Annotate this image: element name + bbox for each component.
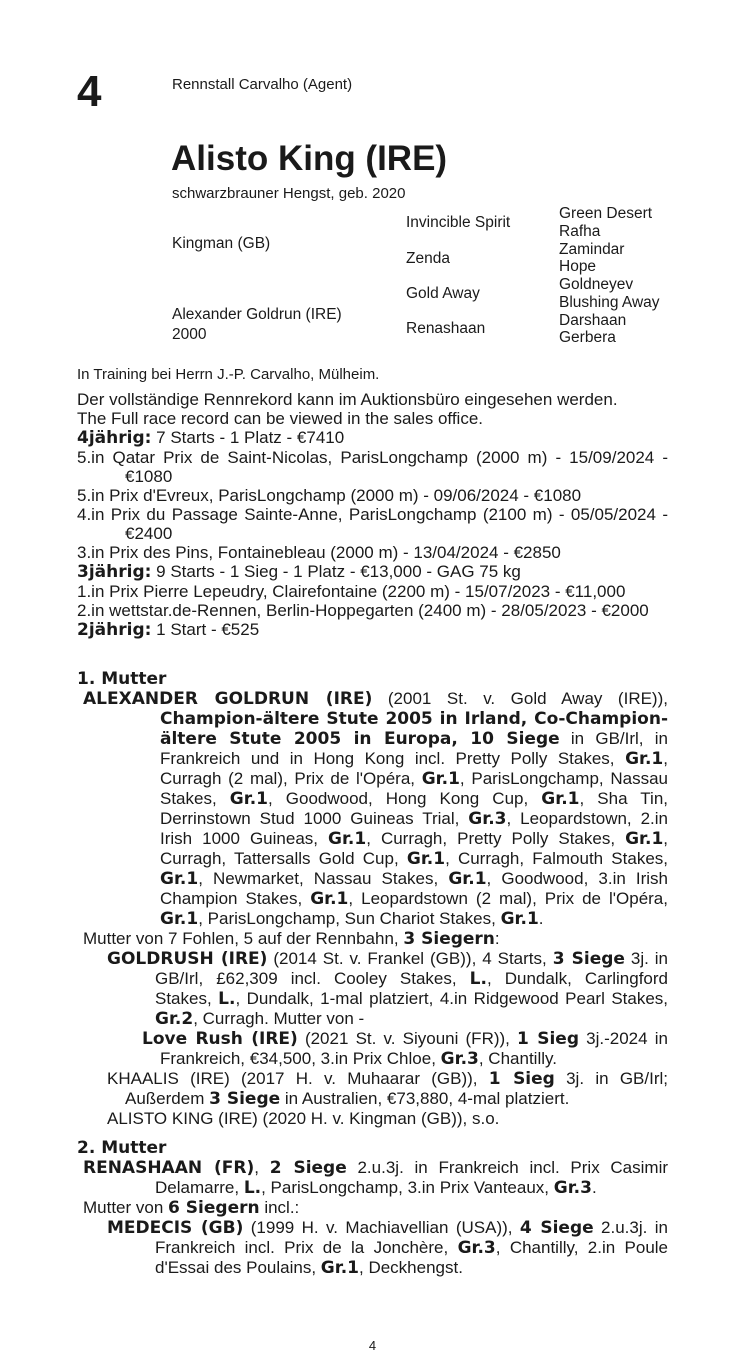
- age2-summary: 2jährig: 1 Start - €525: [77, 620, 260, 640]
- second-dam-paragraph: RENASHAAN (FR), 2 Siege 2.u.3j. in Frankreich incl. Prix Casimir Delamarre, L., ParisLongchamp, 3.in Prix Vanteaux, Gr.3.: [83, 1158, 669, 1198]
- race-line: 2.in wettstar.de-Rennen, Berlin-Hoppegarten (2400 m) - 28/05/2023 - €2000: [77, 601, 649, 620]
- page-number: 4: [368, 1338, 377, 1353]
- pedigree-sire: Kingman (GB): [172, 235, 271, 252]
- consignor: Rennstall Carvalho (Agent): [172, 76, 353, 93]
- offspring-khaalis: KHAALIS (IRE) (2017 H. v. Muhaarar (GB)), 1 Sieg 3j. in GB/Irl; Außerdem 3 Siege in Australien, €73,880, 4-mal platziert.: [107, 1069, 668, 1109]
- pedigree-sire-sire: Invincible Spirit: [406, 214, 511, 231]
- race-line: 4.in Prix du Passage Sainte-Anne, ParisLongchamp (2100 m) - 05/05/2024 - €2400: [77, 505, 668, 543]
- offspring-goldrush: GOLDRUSH (IRE) (2014 St. v. Frankel (GB)), 4 Starts, 3 Siege 3j. in GB/Irl, £62,309 incl. Cooley Stakes, L., Dundalk, Carlingford Stakes, L., Dundalk, 1-mal platziert, 4.in Ridgewood Pearl Stakes, Gr.2, Curragh. Mutter von -: [107, 949, 669, 1029]
- pedigree-g1: Green Desert: [559, 205, 653, 222]
- record-note-en: The Full race record can be viewed in the sales office.: [77, 409, 484, 428]
- second-dam-produce: Mutter von 6 Siegern incl.:: [83, 1198, 300, 1218]
- pedigree-g7: Darshaan: [559, 312, 627, 329]
- pedigree-dam-year: 2000: [172, 326, 207, 343]
- pedigree-g6: Blushing Away: [559, 294, 660, 311]
- first-dam-heading: 1. Mutter: [77, 669, 167, 689]
- horse-description: schwarzbrauner Hengst, geb. 2020: [172, 185, 406, 202]
- pedigree-g2: Rafha: [559, 223, 601, 240]
- second-dam-heading: 2. Mutter: [77, 1138, 167, 1158]
- pedigree-g3: Zamindar: [559, 241, 625, 258]
- second-dam-section: [77, 1139, 668, 1278]
- race-line: 5.in Prix d'Evreux, ParisLongchamp (2000 m) - 09/06/2024 - €1080: [77, 486, 582, 505]
- pedigree-g5: Goldneyev: [559, 276, 634, 293]
- pedigree-dam-sire: Gold Away: [406, 285, 480, 302]
- pedigree-sire-dam: Zenda: [406, 250, 450, 267]
- offspring-love-rush: Love Rush (IRE) (2021 St. v. Siyouni (FR)), 1 Sieg 3j.-2024 in Frankreich, €34,500, 3.in Prix Chloe, Gr.3, Chantilly.: [142, 1029, 668, 1069]
- pedigree-dam: Alexander Goldrun (IRE): [172, 306, 342, 323]
- offspring-alisto-king: ALISTO KING (IRE) (2020 H. v. Kingman (GB)), s.o.: [107, 1109, 500, 1128]
- record-note-de: Der vollständige Rennrekord kann im Auktionsbüro eingesehen werden.: [77, 390, 618, 409]
- lot-number: 4: [77, 67, 102, 116]
- pedigree-dam-dam: Renashaan: [406, 320, 486, 337]
- offspring-medecis: MEDECIS (GB) (1999 H. v. Machiavellian (USA)), 4 Siege 2.u.3j. in Frankreich incl. Prix de la Jonchère, Gr.3, Chantilly, 2.in Poule d'Essai des Poulains, Gr.1, Deckhengst.: [107, 1218, 669, 1278]
- first-dam-section: [77, 670, 668, 1128]
- training-note: In Training bei Herrn J.-P. Carvalho, Mülheim.: [77, 366, 380, 383]
- race-line: 3.in Prix des Pins, Fontainebleau (2000 m) - 13/04/2024 - €2850: [77, 543, 561, 562]
- horse-name: Alisto King (IRE): [171, 139, 448, 178]
- pedigree-g8: Gerbera: [559, 329, 616, 346]
- first-dam-paragraph: ALEXANDER GOLDRUN (IRE) (2001 St. v. Gold Away (IRE)), Champion-ältere Stute 2005 in Irland, Co-Champion-ältere Stute 2005 in Europa, 10 Siege in GB/Irl, in Frankreich und in Hong Kong incl. Pretty Polly Stakes, Gr.1, Curragh (2 mal), Prix de l'Opéra, Gr.1, ParisLongchamp, Nassau Stakes, Gr.1, Goodwood, Hong Kong Cup, Gr.1, Sha Tin, Derrinstown Stud 1000 Guineas Trial, Gr.3, Leopardstown, 2.in Irish 1000 Guineas, Gr.1, Curragh, Pretty Polly Stakes, Gr.1, Curragh, Tattersalls Gold Cup, Gr.1, Curragh, Falmouth Stakes, Gr.1, Newmarket, Nassau Stakes, Gr.1, Goodwood, 3.in Irish Champion Stakes, Gr.1, Leopardstown (2 mal), Prix de l'Opéra, Gr.1, ParisLongchamp, Sun Chariot Stakes, Gr.1.: [83, 689, 669, 929]
- race-line: 5.in Qatar Prix de Saint-Nicolas, ParisLongchamp (2000 m) - 15/09/2024 - €1080: [77, 448, 668, 486]
- pedigree-g4: Hope: [559, 258, 597, 275]
- race-line: 1.in Prix Pierre Lepeudry, Clairefontaine (2200 m) - 15/07/2023 - €11,000: [77, 582, 626, 601]
- age3-summary: 3jährig: 9 Starts - 1 Sieg - 1 Platz - €13,000 - GAG 75 kg: [77, 562, 521, 582]
- first-dam-produce: Mutter von 7 Fohlen, 5 auf der Rennbahn, 3 Siegern:: [83, 929, 500, 949]
- age4-summary: 4jährig: 7 Starts - 1 Platz - €7410: [77, 428, 345, 448]
- race-record: [77, 390, 668, 640]
